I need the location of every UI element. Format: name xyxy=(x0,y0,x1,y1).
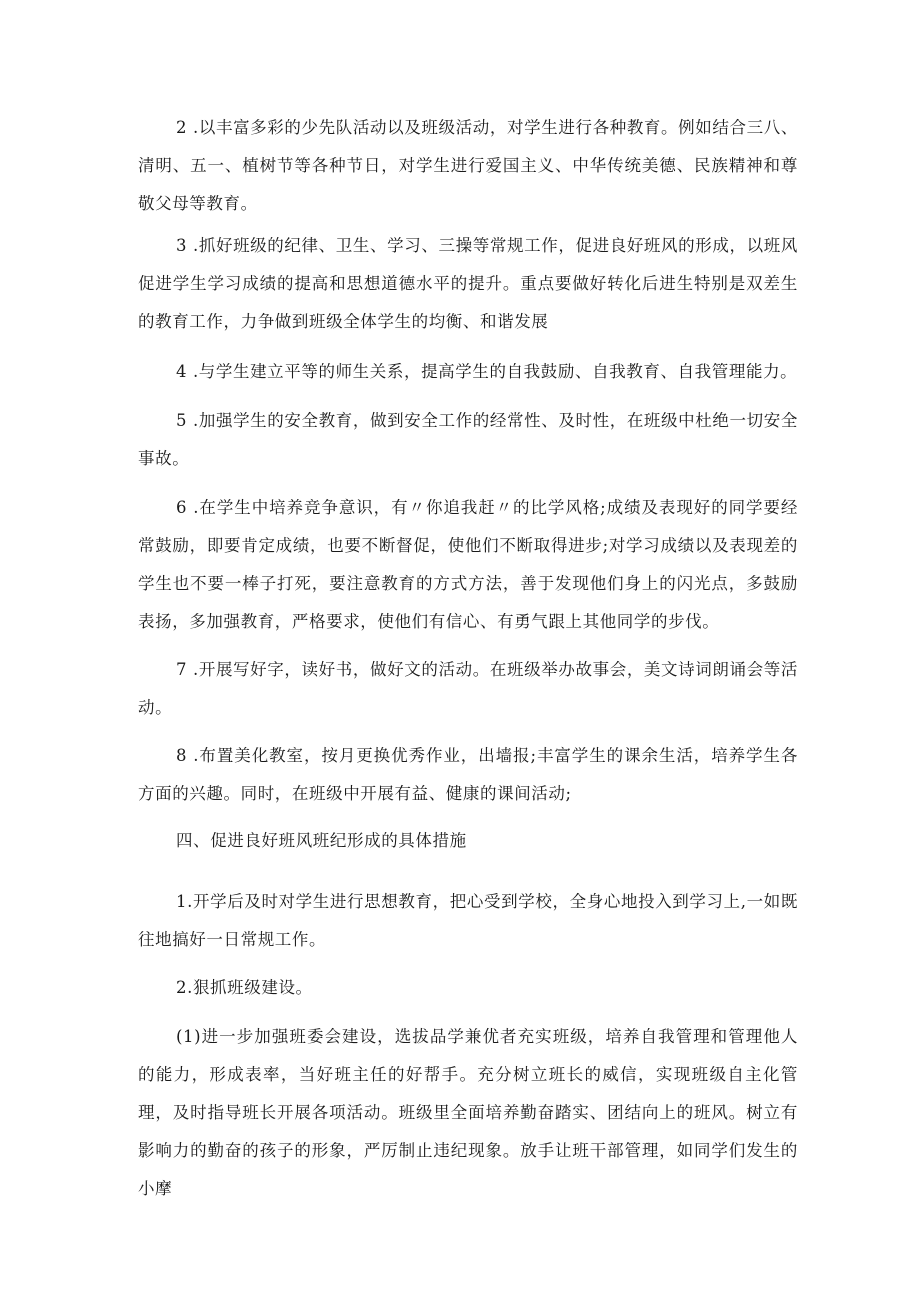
measure-subitem-1: (1)进一步加强班委会建设，选拔品学兼优者充实班级，培养自我管理和管理他人的能力，形成表率，当好班主任的好帮手。充分树立班长的威信，实现班级自主化管理，及时指导班长开展各项活动。班级里全面培养勤奋踏实、团结向上的班风。树立有影响力的勤奋的孩子的形象，严厉制止违纪现象。放手让班干部管理，如同学们发生的小摩 xyxy=(138,1027,798,1198)
paragraph-item-6: 6 .在学生中培养竞争意识，有〃你追我赶〃的比学风格;成绩及表现好的同学要经常鼓励，即要肯定成绩，也要不断督促，使他们不断取得进步;对学习成绩以及表现差的学生也不要一棒子打死，要注意教育的方式方法，善于发现他们身上的闪光点，多鼓励表扬，多加强教育，严格要求，使他们有信心、有勇气跟上其他同学的步伐。 xyxy=(138,498,798,631)
measure-item-2: 2.狠抓班级建设。 xyxy=(176,978,313,997)
paragraph-item-2: 2 .以丰富多彩的少先队活动以及班级活动，对学生进行各种教育。例如结合三八、清明、五一、植树节等各种节日，对学生进行爱国主义、中华传统美德、民族精神和尊敬父母等教育。 xyxy=(138,118,798,213)
paragraph-item-5: 5 .加强学生的安全教育，做到安全工作的经常性、及时性，在班级中杜绝一切安全事故。 xyxy=(138,411,798,468)
paragraph-item-8: 8 .布置美化教室，按月更换优秀作业，出墙报;丰富学生的课余生活，培养学生各方面的兴趣。同时，在班级中开展有益、健康的课间活动; xyxy=(138,746,798,803)
paragraph-item-4: 4 .与学生建立平等的师生关系，提高学生的自我鼓励、自我教育、自我管理能力。 xyxy=(176,362,798,381)
paragraph-item-7: 7 .开展写好字，读好书，做好文的活动。在班级举办故事会，美文诗词朗诵会等活动。 xyxy=(138,660,798,717)
measure-item-1: 1.开学后及时对学生进行思想教育，把心受到学校，全身心地投入到学习上,一如既往地搞好一日常规工作。 xyxy=(138,892,798,949)
paragraph-item-3: 3 .抓好班级的纪律、卫生、学习、三操等常规工作，促进良好班风的形成，以班风促进学生学习成绩的提高和思想道德水平的提升。重点要做好转化后进生特别是双差生的教育工作，力争做到班级全体学生的均衡、和谐发展 xyxy=(138,236,798,331)
section-heading: 四、促进良好班风班纪形成的具体措施 xyxy=(176,831,467,850)
